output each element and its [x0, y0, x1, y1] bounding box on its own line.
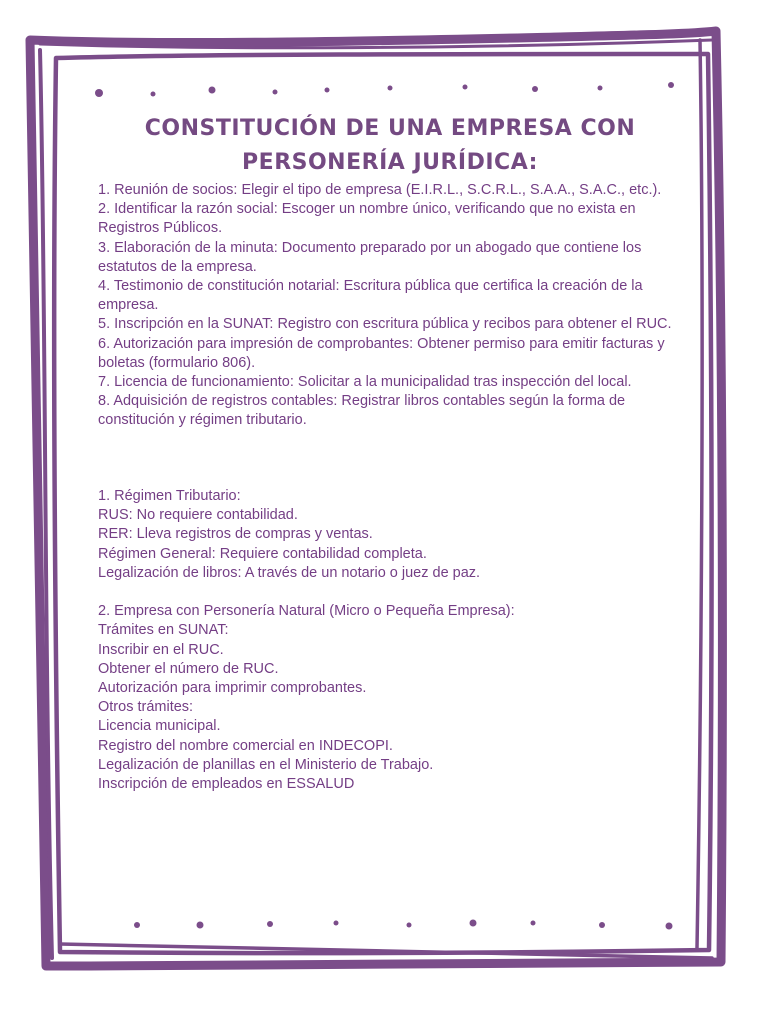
regimen-line: Legalización de libros: A través de un notario o juez de paz. — [98, 564, 481, 581]
bottom-dot-row — [134, 920, 673, 930]
regimen-line: Régimen General: Requiere contabilidad completa. — [98, 545, 427, 562]
step-item: 5. Inscripción en la SUNAT: Registro con escritura pública y recibos para obtener el RUC. — [98, 316, 672, 333]
additional-info — [98, 487, 698, 794]
otros-line: Inscripción de empleados en ESSALUD — [98, 776, 355, 793]
step-item: 3. Elaboración de la minuta: Documento preparado por un abogado que contiene los estatutos de la empresa. — [98, 239, 642, 275]
otros-line: Legalización de planillas en el Ministerio de Trabajo. — [98, 756, 434, 773]
step-item: 2. Identificar la razón social: Escoger un nombre único, verificando que no exista en Registros Públicos. — [98, 201, 636, 237]
sunat-line: Autorización para imprimir comprobantes. — [98, 680, 367, 697]
step-item: 4. Testimonio de constitución notarial: Escritura pública que certifica la creación de la empresa. — [98, 278, 643, 314]
otros-line: Registro del nombre comercial en INDECOPI. — [98, 737, 393, 754]
step-item: 8. Adquisición de registros contables: Registrar libros contables según la forma de constitución y régimen tributario. — [98, 393, 626, 429]
step-item: 1. Reunión de socios: Elegir el tipo de empresa (E.I.R.L., S.C.R.L., S.A.A., S.A.C., etc.). — [98, 182, 662, 198]
persona-natural-heading: 2. Empresa con Personería Natural (Micro o Pequeña Empresa): — [98, 603, 515, 620]
regimen-line: RUS: No requiere contabilidad. — [98, 507, 298, 524]
otros-line: Licencia municipal. — [98, 718, 221, 735]
section-spacer — [98, 583, 698, 602]
step-item: 6. Autorización para impresión de comprobantes: Obtener permiso para emitir facturas y boletas (formulario 806). — [98, 335, 665, 371]
regimen-heading: 1. Régimen Tributario: — [98, 488, 241, 504]
constitution-steps-list — [98, 181, 698, 431]
otros-heading: Otros trámites: — [98, 699, 194, 716]
regimen-line: RER: Lleva registros de compras y ventas. — [98, 526, 373, 543]
sunat-line: Inscribir en el RUC. — [98, 641, 224, 658]
step-item: 7. Licencia de funcionamiento: Solicitar a la municipalidad tras inspección del local. — [98, 374, 632, 391]
top-dot-row — [95, 82, 674, 97]
page-title: CONSTITUCIÓN DE UNA EMPRESA CON PERSONERÍA JURÍDICA: — [144, 116, 636, 175]
sunat-heading: Trámites en SUNAT: — [98, 622, 229, 639]
sunat-line: Obtener el número de RUC. — [98, 660, 279, 677]
